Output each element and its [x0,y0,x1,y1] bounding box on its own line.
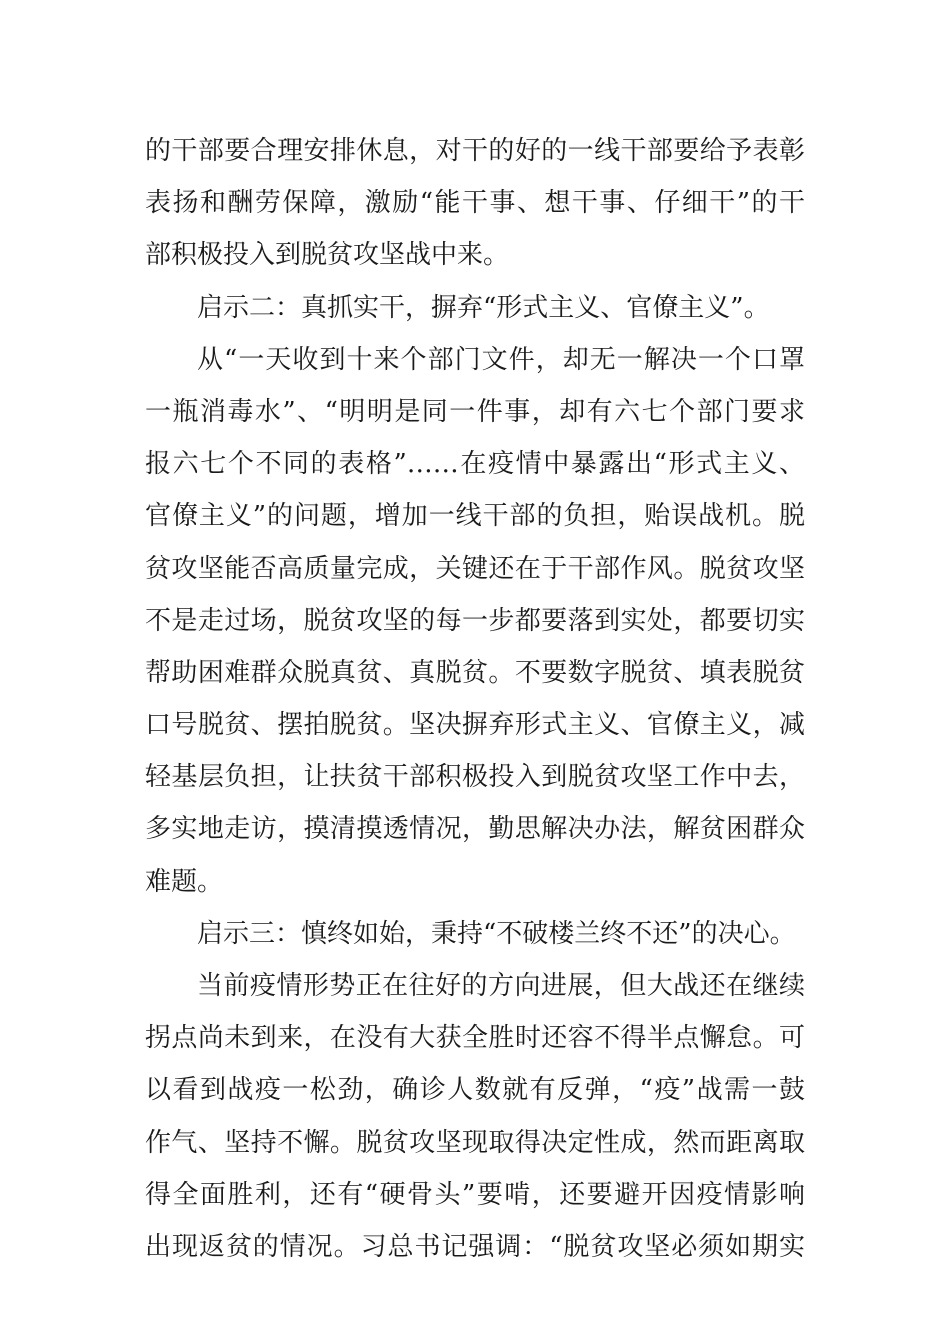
body-line: 官僚主义”的问题，增加一线干部的负担，贻误战机。脱 [145,501,805,532]
section-heading: 启示二：真抓实干，摒弃“形式主义、官僚主义”。 [197,292,770,323]
body-line: 帮助困难群众脱真贫、真脱贫。不要数字脱贫、填表脱贫 [145,657,805,688]
body-line: 多实地走访，摸清摸透情况，勤思解决办法，解贫困群众 [145,814,805,845]
body-line: 拐点尚未到来，在没有大获全胜时还容不得半点懈怠。可 [145,1023,805,1054]
body-line: 部积极投入到脱贫攻坚战中来。 [145,240,510,271]
section-heading: 启示三：慎终如始，秉持“不破楼兰终不还”的决心。 [197,918,796,949]
body-line: 得全面胜利，还有“硬骨头”要啃，还要避开因疫情影响 [145,1179,805,1210]
paragraph-first-line: 当前疫情形势正在往好的方向进展，但大战还在继续 [197,971,805,1001]
body-line: 表扬和酬劳保障，激励“能干事、想干事、仔细干”的干 [145,188,805,219]
body-line: 出现返贫的情况。习总书记强调：“脱贫攻坚必须如期实 [145,1231,805,1262]
body-line: 一瓶消毒水”、“明明是同一件事，却有六七个部门要求 [145,396,805,427]
paragraph-first-line: 从“一天收到十来个部门文件，却无一解决一个口罩 [197,344,805,375]
body-line: 轻基层负担，让扶贫干部积极投入到脱贫攻坚工作中去， [145,762,805,793]
body-line: 口号脱贫、摆拍脱贫。坚决摒弃形式主义、官僚主义，减 [145,710,805,741]
body-line: 贫攻坚能否高质量完成，关键还在于干部作风。脱贫攻坚 [145,553,805,584]
body-line: 作气、坚持不懈。脱贫攻坚现取得决定性成，然而距离取 [145,1127,805,1158]
body-line: 难题。 [145,866,224,897]
body-line: 的干部要合理安排休息，对干的好的一线干部要给予表彰 [145,136,805,166]
document-body [145,125,805,1273]
body-line: 报六七个不同的表格”……在疫情中暴露出“形式主义、 [145,449,805,480]
body-line: 以看到战疫一松劲，确诊人数就有反弹，“疫”战需一鼓 [145,1075,805,1106]
body-line: 不是走过场，脱贫攻坚的每一步都要落到实处，都要切实 [145,605,805,636]
